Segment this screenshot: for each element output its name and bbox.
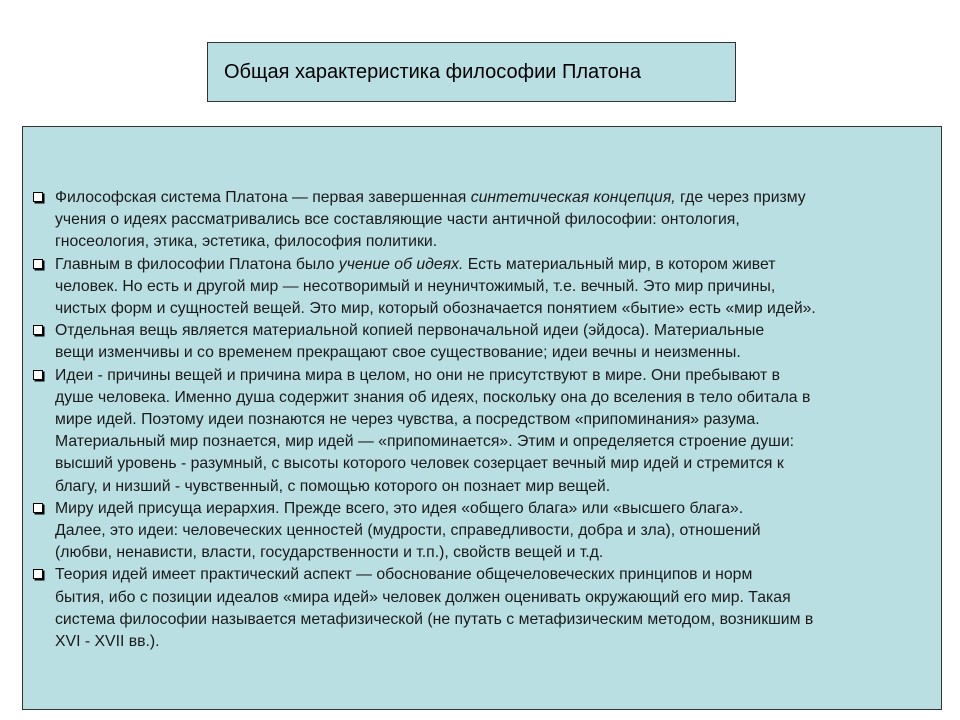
bullet-line	[55, 342, 942, 364]
square-bullet-icon	[33, 259, 43, 269]
square-bullet-icon	[33, 192, 43, 202]
bullet-line	[55, 298, 942, 320]
emphasis-text: синтетическая концепция,	[470, 189, 676, 206]
bullet-line	[55, 609, 942, 631]
line-text: гносеология, этика, эстетика, философия политики.	[55, 233, 438, 251]
bullet-line	[55, 320, 942, 342]
bullet-line	[55, 431, 942, 453]
bullet-list	[31, 187, 942, 653]
line-text: Теория идей имеет практический аспект — обоснование общечеловеческих принципов и норм	[55, 566, 753, 584]
line-text: Главным в философии Платона было	[55, 255, 339, 273]
line-text: Далее, это идеи: человеческих ценностей (мудрости, справедливости, добра и зла), отношений	[55, 522, 761, 540]
line-text: вещи изменчивы и со временем прекращают свое существование; идеи вечны и неизменны.	[55, 344, 741, 362]
title-box	[207, 42, 736, 102]
bullet-item	[31, 498, 942, 565]
bullet-line	[55, 254, 942, 276]
bullet-item	[31, 365, 942, 498]
line-text: XVI - XVII вв.).	[55, 633, 160, 651]
line-text: бытия, ибо с позиции идеалов «мира идей» человек должен оценивать окружающий его мир. Такая	[55, 588, 791, 606]
bullet-line	[55, 231, 942, 253]
line-text: Отдельная вещь является материальной копией первоначальной идеи (эйдоса). Материальные	[55, 322, 765, 340]
line-text: Миру идей присуща иерархия. Прежде всего, это идея «общего блага» или «высшего блага».	[55, 499, 744, 517]
bullet-item	[31, 320, 942, 364]
bullet-line	[55, 276, 942, 298]
square-bullet-icon	[33, 569, 43, 579]
line-text: человек. Но есть и другой мир — несотворимый и неуничтожимый, т.е. вечный. Это мир причины,	[55, 277, 776, 295]
line-text: чистых форм и сущностей вещей. Это мир, который обозначается понятием «бытие» есть «мир идей».	[55, 300, 816, 318]
line-text: Философская система Платона — первая завершенная	[55, 189, 471, 206]
bullet-item	[31, 564, 942, 653]
slide-title: Общая характеристика философии Платона	[224, 60, 641, 83]
bullet-line	[55, 187, 942, 209]
content-box	[22, 126, 942, 710]
square-bullet-icon	[33, 503, 43, 513]
bullet-line	[55, 387, 942, 409]
bullet-line	[55, 542, 942, 564]
bullet-line	[55, 365, 942, 387]
bullet-line	[55, 587, 942, 609]
bullet-line	[55, 564, 942, 586]
square-bullet-icon	[33, 370, 43, 380]
line-text: благу, и низший - чувственный, с помощью которого он познает мир вещей.	[55, 477, 611, 495]
bullet-item	[31, 187, 942, 254]
bullet-line	[55, 209, 942, 231]
bullet-line	[55, 631, 942, 653]
bullet-item	[31, 254, 942, 321]
line-text: высший уровень - разумный, с высоты которого человек созерцает вечный мир идей и стремится к	[55, 455, 784, 473]
bullet-line	[55, 409, 942, 431]
bullet-line	[55, 498, 942, 520]
bullet-line	[55, 453, 942, 475]
line-text: Материальный мир познается, мир идей — «припоминается». Этим и определяется строение души:	[55, 433, 795, 451]
line-text: (любви, ненависти, власти, государственности и т.п.), свойств вещей и т.д.	[55, 544, 604, 562]
line-text: учения о идеях рассматривались все составляющие части античной философии: онтология,	[55, 211, 740, 229]
bullet-line	[55, 476, 942, 498]
line-text: душе человека. Именно душа содержит знания об идеях, поскольку она до вселения в тело обитала в	[55, 388, 811, 406]
square-bullet-icon	[33, 325, 43, 335]
line-text: где через призму	[675, 189, 806, 206]
emphasis-text: учение об идеях.	[338, 255, 464, 273]
line-text: Идеи - причины вещей и причина мира в целом, но они не присутствуют в мире. Они пребывают в	[55, 366, 781, 384]
bullet-line	[55, 520, 942, 542]
line-text: система философии называется метафизической (не путать с метафизическим методом, возникшим в	[55, 610, 814, 628]
line-text: мире идей. Поэтому идеи познаются не через чувства, а посредством «припоминания» разума.	[55, 411, 760, 429]
line-text: Есть материальный мир, в котором живет	[463, 255, 776, 273]
